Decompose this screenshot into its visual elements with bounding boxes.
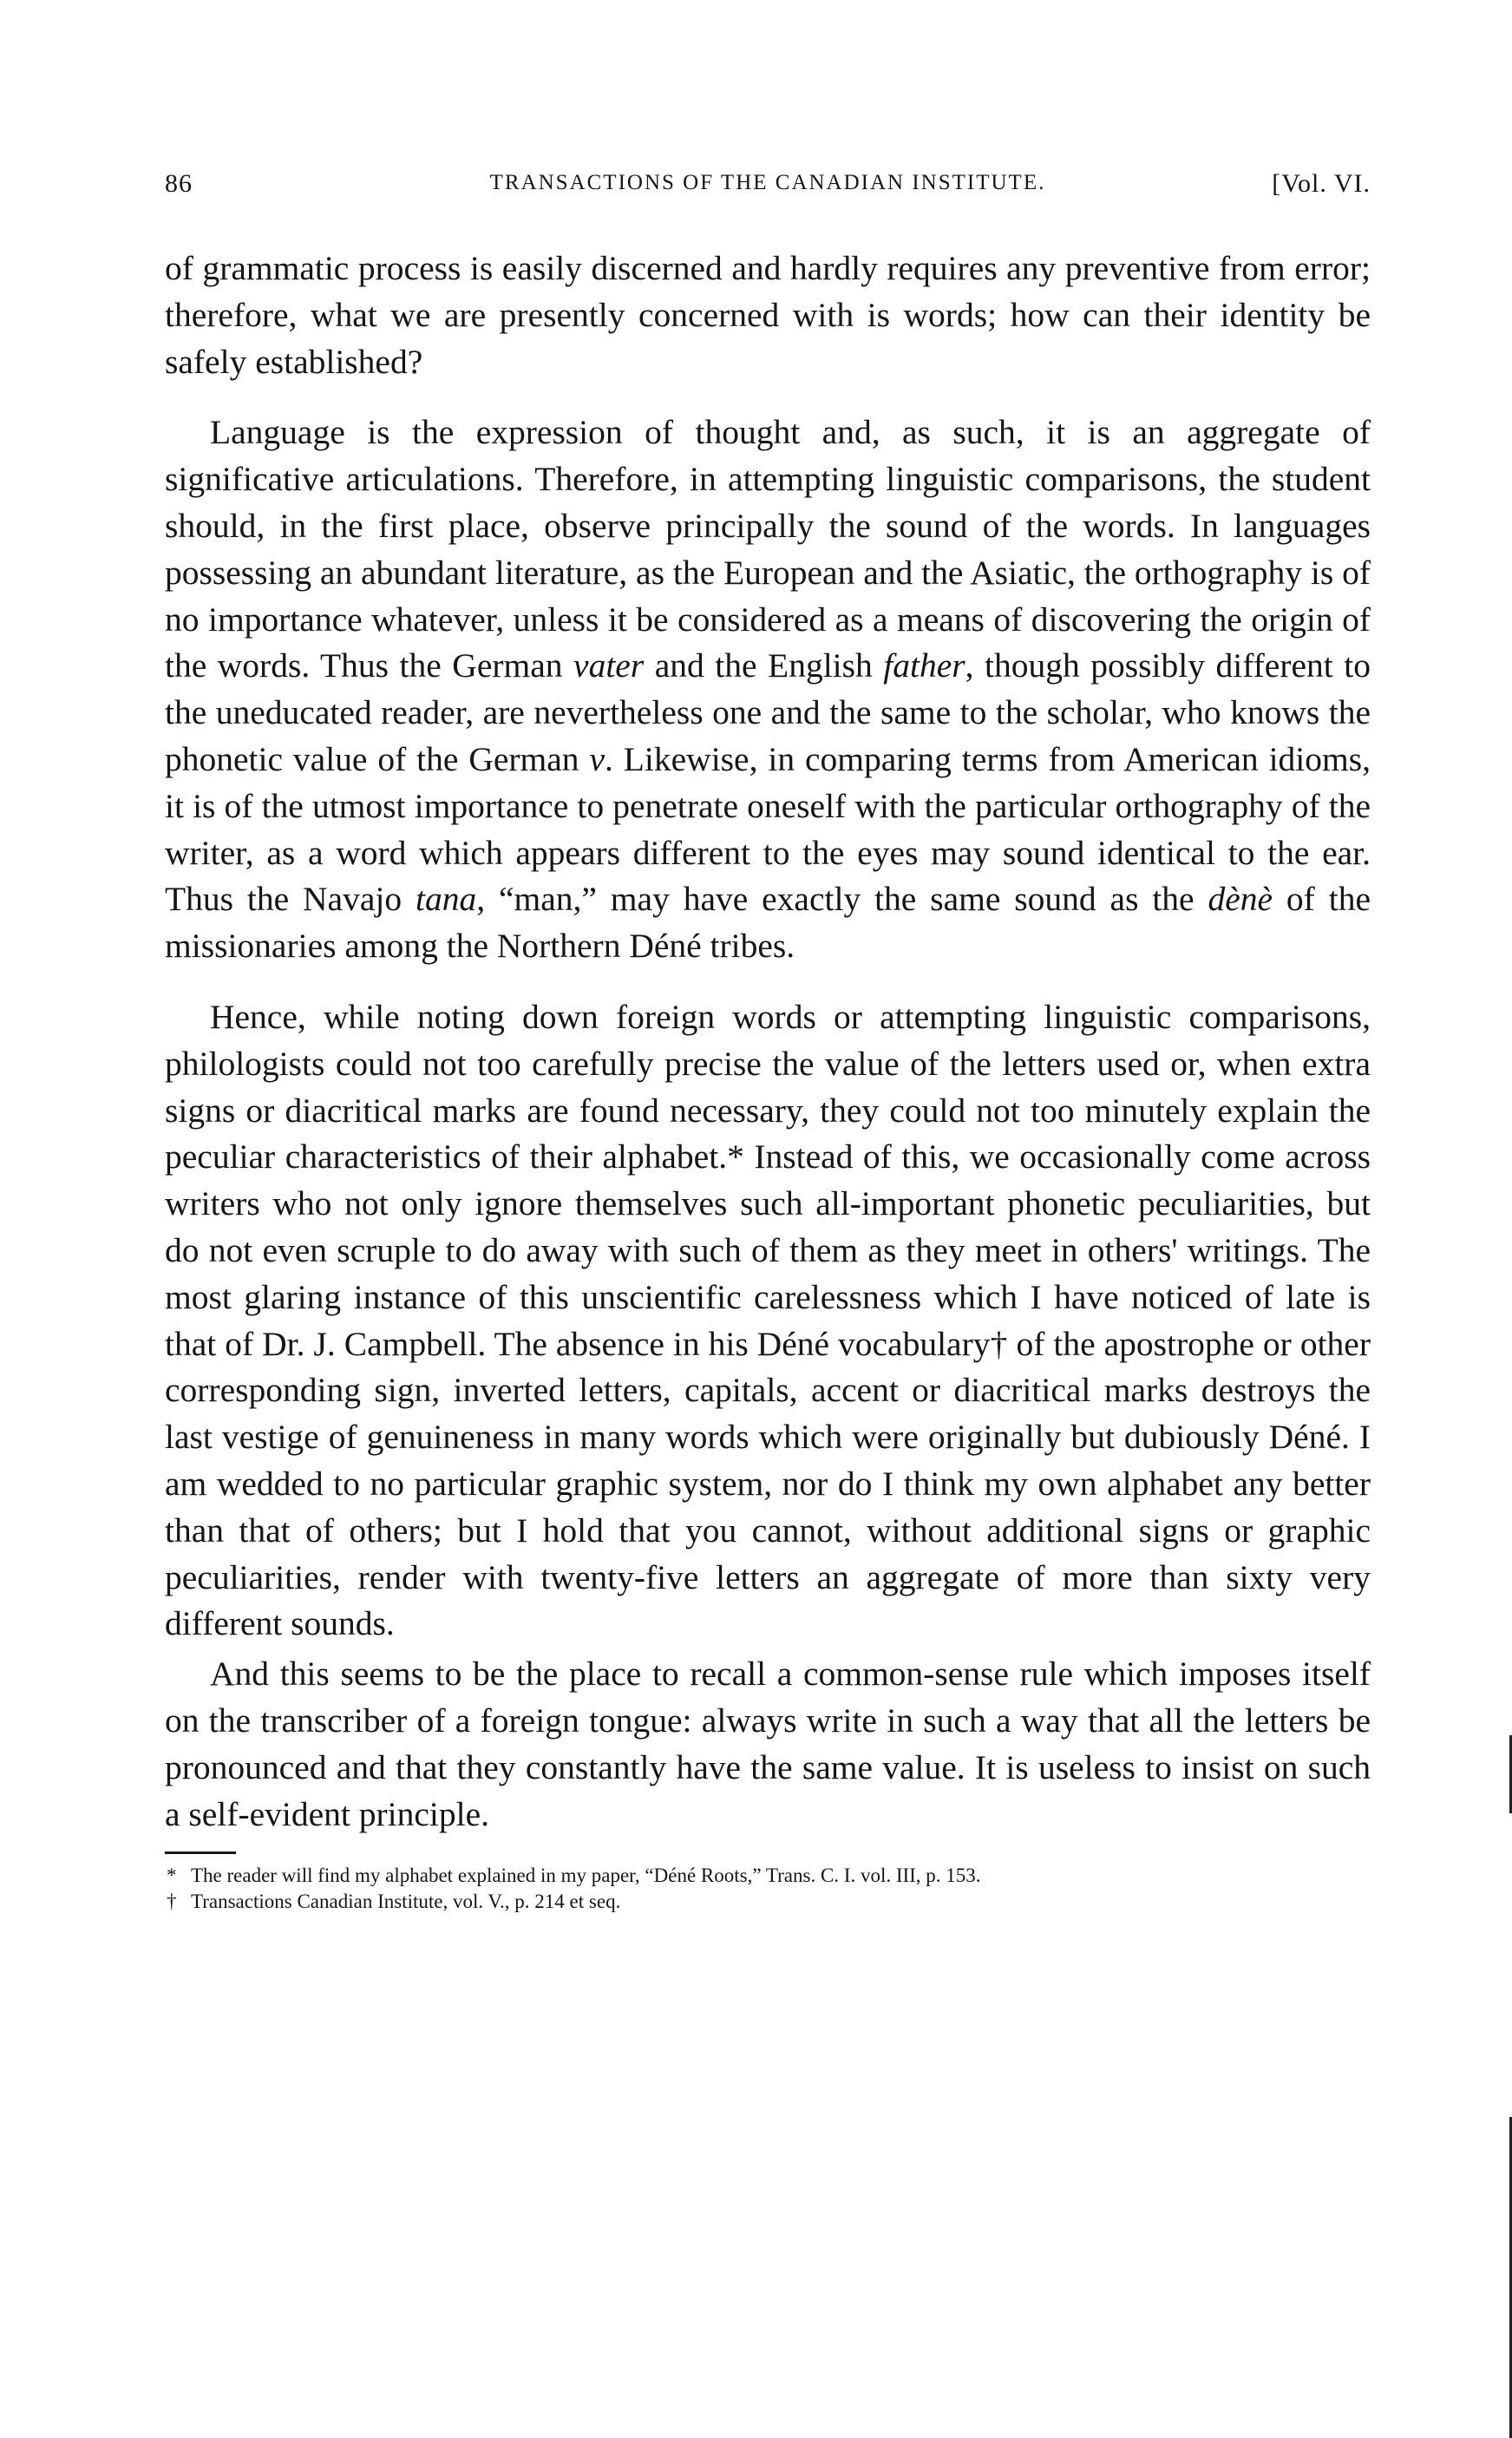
paragraph-1: of grammatic process is easily discerned and hardly requires any preventive from error; therefore, what we are presently concerned with is words; how can their identity be safely established?: [165, 249, 1371, 381]
paragraph-2-text: , “man,” may have exactly the same sound as the: [476, 880, 1208, 919]
running-head: [165, 169, 1371, 204]
page-number: 86: [165, 169, 193, 198]
footnote-mark: *: [167, 1865, 177, 1887]
footnote-mark: †: [167, 1891, 177, 1913]
paragraph-4: And this seems to be the place to recall a common-sense rule which imposes itself on the transcriber of a foreign tongue: always write in such a way that all the letters be pronounced and that they constantly have the same value. It is useless to insist on such a self-evident principle.: [165, 1655, 1371, 1833]
paragraph-2-text: Language is the expression of thought and, as such, it is an aggregate of significative articulations. Therefore, in attempting linguistic comparisons, the student should, in the first place, observe principally the sound of the words. In languages possessing an abundant literature, as the European and the Asiatic, the orthography is of no importance whatever, unless it be considered as a means of discovering the origin of the words. Thus the German: [165, 413, 1371, 685]
page: [165, 169, 1371, 1915]
term-v: v: [589, 739, 605, 778]
term-vater: vater: [573, 646, 645, 685]
footnote: [165, 1889, 1371, 1915]
paragraph-2-text: , though possibly different to the uneducated reader, are nevertheless one and the same to the scholar, who knows the phonetic value of the German: [165, 646, 1371, 778]
paragraph-2-text: . Likewise, in comparing terms from American idioms, it is of the utmost importance to penetrate oneself with the particular orthography of the writer, as a word which appears different to the eyes may sound identical to the ear. Thus the Navajo: [165, 739, 1371, 919]
footnote-text: The reader will find my alphabet explained in my paper, “Déné Roots,” Trans. C. I. vol. III, p. 153.: [191, 1865, 981, 1887]
footnote-text: Transactions Canadian Institute, vol. V., p. 214 et seq.: [191, 1891, 621, 1913]
paragraph-2: [165, 410, 1371, 970]
footnote-rule: [165, 1851, 236, 1854]
volume-label: [Vol. VI.: [1272, 169, 1371, 198]
paragraph-2-text: of the missionaries among the Northern Déné tribes.: [165, 880, 1371, 966]
paragraph-2-text: and the English: [644, 646, 884, 685]
term-father: father: [883, 646, 965, 685]
paragraph-3: Hence, while noting down foreign words or attempting linguistic comparisons, philologists could not too carefully precise the value of the letters used or, when extra signs or diacritical marks are found necessary, they could not too minutely explain the peculiar characteristics of their alphabet.* Instead of this, we occasionally come across writers who not only ignore themselves such all-important phonetic peculiarities, but do not even scruple to do away with such of them as they meet in others' writings. The most glaring instance of this unscientific carelessness which I have noticed of late is that of Dr. J. Campbell. The absence in his Déné vocabulary† of the apostrophe or other corresponding sign, inverted letters, capitals, accent or diacritical marks destroys the last vestige of genuineness in many words which were originally but dubiously Déné. I am wedded to no particular graphic system, nor do I think my own alphabet any better than that of others; but I hold that you cannot, without additional signs or graphic peculiarities, render with twenty-five letters an aggregate of more than sixty very different sounds.: [165, 997, 1371, 1643]
journal-title: TRANSACTIONS OF THE CANADIAN INSTITUTE.: [489, 171, 1046, 194]
term-tana: tana: [415, 880, 477, 919]
term-dene: dènè: [1208, 880, 1273, 919]
footnotes: [165, 1863, 1371, 1915]
footnote: [165, 1863, 1371, 1889]
